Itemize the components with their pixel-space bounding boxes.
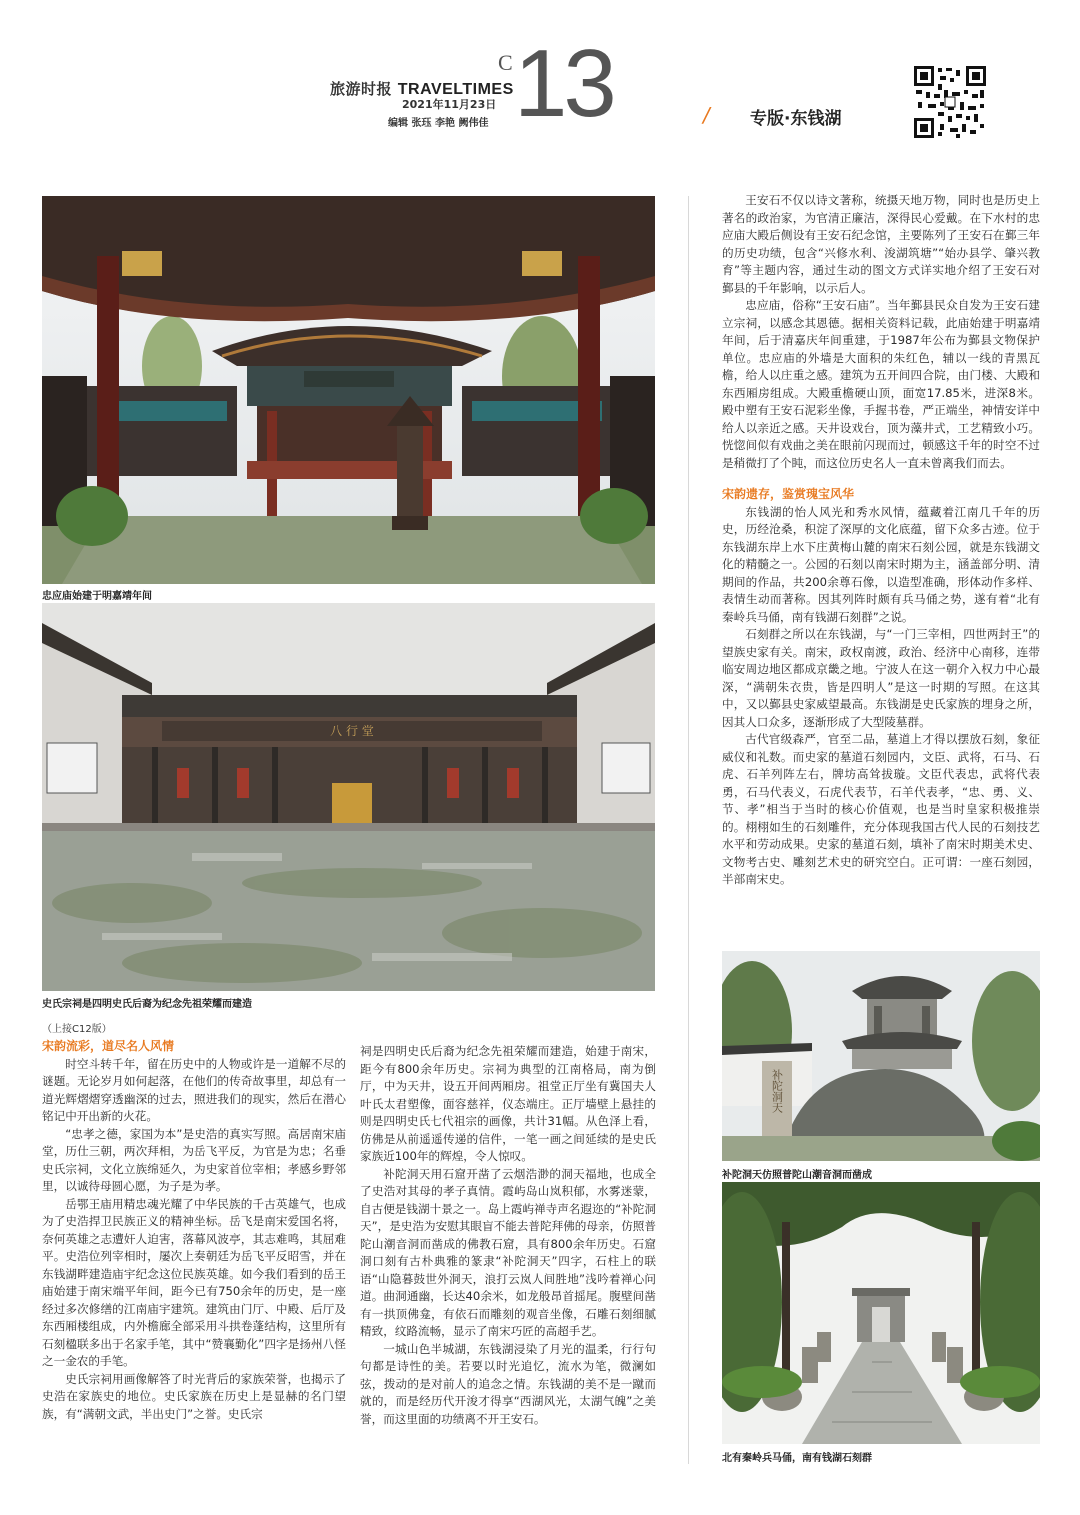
issue-date: 2021年11月23日 — [402, 98, 497, 111]
issue-editors: 编辑 张珏 李艳 阙伟佳 — [388, 118, 489, 129]
section-slash: / — [703, 103, 710, 127]
paragraph: “忠孝之德，家国为本”是史浩的真实写照。高居南宋庙堂，历仕三朝，两次拜相，为岳飞平反，为官是为忠；名垂史氏宗祠，文化立族绵延久，为史家首位宰相；孝感乡野邻里，以诚待母圆心愿，为子是为孝。 — [42, 1126, 346, 1193]
caption-photo1: 忠应庙始建于明嘉靖年间 — [42, 591, 152, 602]
article-column-2 — [360, 1043, 656, 1428]
paragraph: 忠应庙，俗称“王安石庙”。当年鄞县民众自发为王安石建立宗祠，以感念其恩德。据相关资料记载，此庙始建于明嘉靖年间，后于清嘉庆年间重建，于1987年公布为鄞县文物保护单位。忠应庙的外墙是大面积的朱红色，辅以一线的青黑瓦檐，给人以庄重之感。建筑为五开间四合院，由门楼、大殿和东西厢房组成。大殿重檐硬山顶，面宽17.85米，进深8米。殿中塑有王安石泥彩坐像，手握书卷，严正端坐，神情安详中给人以亲近之感。天井设戏台，顶为藻井式，工艺精致小巧。恍惚间似有戏曲之美在眼前闪现而过，顿感这千年的时空不过是稍微打了个盹，而这位历史名人一直未曾离我们而去。 — [722, 298, 1040, 470]
paragraph: 岳鄂王庙用精忠魂光耀了中华民族的千古英雄气，也成为了史浩捍卫民族正义的精神坐标。岳飞是南宋爱国名将，奈何英雄之志遭奸人迫害，落幕风波亭，其志难鸣，其屈难平。史浩位列宰相时，屡次上奏朝廷为岳飞平反昭雪，并在东钱湖畔建造庙宇纪念这位民族英雄。如今我们看到的岳王庙始建于南宋端平年间，距今已有750余年的历史，是一座经过多次修缮的江南庙宇建筑。建筑由门厅、中殿、后厅及东西厢楼组成，内外檐廊全部采用斗拱卷蓬结构，这里所有石刻楹联多出于名家手笔，其中“赞襄勤化”四字是扬州八怪之一金农的手笔。 — [42, 1196, 346, 1368]
paragraph: 王安石不仅以诗文著称，统摄天地万物，同时也是历史上著名的政治家，为官清正廉洁，深得民心爱戴。在下水村的忠应庙大殿后侧设有王安石纪念馆，主要陈列了王安石在鄞三年的历史功绩，包含“兴修水利、浚湖筑塘”“始办县学、肇兴教育”等主题内容，通过生动的图文方式详实地介绍了王安石对鄞县的千年影响，以示后人。 — [722, 193, 1040, 295]
qr-code-icon[interactable] — [912, 64, 988, 140]
subhead-2: 宋韵遗存，鉴赏瑰宝风华 — [722, 487, 855, 501]
cave-sign-text: 补陀洞天 — [770, 1069, 784, 1113]
caption-photo3: 补陀洞天仿照普陀山潮音洞而凿成 — [722, 1170, 872, 1181]
paragraph: 史氏宗祠用画像解答了时光背后的家族荣誉，也揭示了史浩在家族史的地位。史氏家族在历史上是显赫的名门望族，有“满朝文武，半出史门”之誉。史氏宗 — [42, 1371, 346, 1421]
paragraph: 一城山色半城湖，东钱湖浸染了月光的温柔，行行句句都是诗性的美。若要以时光追忆，流水为笔，微澜如弦，拨动的是对前人的追念之情。东钱湖的美不是一蹴而就的，而是经历代开浚才得享“西湖风光，太湖气魄”之美誉，而这里面的功绩离不开王安石。 — [360, 1341, 656, 1426]
photo-stone-carvings — [722, 1182, 1040, 1444]
paragraph: 古代官级森严，官至二品，墓道上才得以摆放石刻，象征威仪和礼数。而史家的墓道石刻园内，文臣、武将，石马、石虎、石羊列阵左右，牌坊高耸拔璇。文臣代表忠，武将代表勇，石马代表义，石虎代表节，石羊代表孝，“忠、勇、义、节、孝”相当于当时的核心价值观，也是当时皇家积极推崇的。栩栩如生的石刻雕件，充分体现我国古代人民的石刻技艺水平和劳动成果。史家的墓道石刻，填补了南宋时期美术史、文物考古史、雕刻艺术史的研究空白。正可谓：一座石刻园，半部南宋史。 — [722, 732, 1040, 886]
caption-photo4: 北有秦岭兵马俑，南有钱湖石刻群 — [722, 1453, 872, 1464]
photo-butuo-cave — [722, 951, 1040, 1161]
hall-sign-text: 八 行 堂 — [330, 724, 374, 738]
paragraph: 东钱湖的怡人风光和秀水风情，蕴藏着江南几千年的历史，历经沧桑，积淀了深厚的文化底蕴，留下众多古迹。位于东钱湖东岸上水下庄黄梅山麓的南宋石刻公园，就是东钱湖文化的精髓之一。公园的石刻以南宋时期为主，涵盖部分明、清期间的作品，共200余尊石像，以造型准确，形体动作多样、表情生动而著称。因其列阵时颇有兵马俑之势，遂有着“北有秦岭兵马俑，南有钱湖石刻群”之说。 — [722, 504, 1040, 624]
article-column-3 — [722, 192, 1040, 889]
paragraph: 时空斗转千年，留在历史中的人物或许是一道解不尽的谜题。无论岁月如何起落，在他们的传奇故事里，却总有一道光辉熠熠穿透幽深的过去，照进我们的现实，然后在潜心铭记中开出新的火花。 — [42, 1056, 346, 1123]
paragraph: 祠是四明史氏后裔为纪念先祖荣耀而建造，始建于南宋，距今有800余年历史。宗祠为典型的江南格局，南为倒厅，中为天井，设五开间两厢房。祖堂正厅坐有冀国夫人叶氏太君塑像，面容慈祥，仪态端庄。正厅墙壁上悬挂的则是四明史氏七代祖宗的画像，共计31幅。从色泽上看，仿佛是从前遥遥传递的信件，一笔一画之间延续的是史氏家族近100年的辉煌，令人惊叹。 — [360, 1044, 656, 1163]
column-divider — [688, 196, 689, 1464]
section-title: 专版·东钱湖 — [750, 109, 842, 129]
paper-name: 旅游时报 TRAVELTIMES — [330, 80, 514, 98]
page-number: 13 — [514, 30, 613, 137]
paragraph: 补陀洞天用石窟开凿了云烟浩渺的洞天福地，也成全了史浩对其母的孝子真情。霞屿岛山岚积郁，水雾迷蒙，自古便是钱湖十景之一。岛上霞屿禅寺声名遐迩的“补陀洞天”，是史浩为安慰其眼盲不能去普陀拜佛的母亲，仿照普陀山潮音洞而凿成的佛教石窟，具有800余年历史。石窟洞口刻有古朴典雅的篆隶“补陀洞天”四字，石柱上的联语“山隐暮鼓世外洞天，浪打云岚人间胜地”浅吟着禅心问道。曲洞通幽，长达40余米，如龙般昂首摇尾。腹壁间凿有一拱顶佛龛，有依石而雕刻的观音坐像，石雕石刻细腻精致，纹路流畅，显示了南宋巧匠的高超手艺。 — [360, 1166, 656, 1338]
article-column-1 — [42, 1038, 346, 1423]
page-letter: C — [498, 50, 513, 75]
photo-zhongying-temple — [42, 196, 655, 584]
caption-photo2: 史氏宗祠是四明史氏后裔为纪念先祖荣耀而建造 — [42, 999, 252, 1010]
photo-shi-ancestral-hall — [42, 603, 655, 991]
subhead-1: 宋韵流彩，道尽名人风情 — [42, 1039, 175, 1053]
continued-from-note: （上接C12版） — [42, 1024, 112, 1035]
paragraph: 石刻群之所以在东钱湖，与“一门三宰相，四世两封王”的望族史家有关。南宋，政权南渡，政治、经济中心南移，连带临安周边地区都成京畿之地。宁波人在这一朝介入权力中心最深，“满朝朱衣贵，皆是四明人”是这一时期的写照。在这其中，又以鄞县史家威望最高。东钱湖是史氏家族的埋身之所，因其人口众多，逐渐形成了大型陵墓群。 — [722, 627, 1040, 729]
